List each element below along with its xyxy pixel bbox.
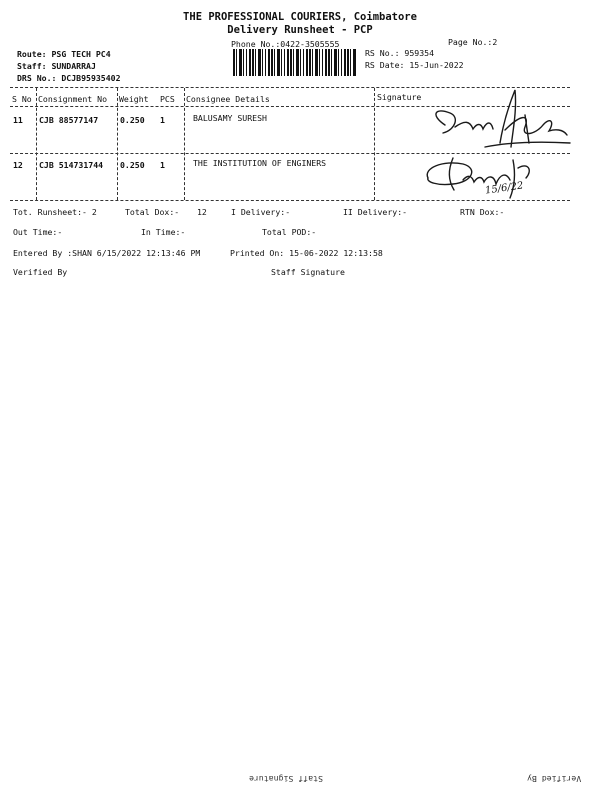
printed-on: Printed On: 15-06-2022 12:13:58 bbox=[230, 248, 383, 258]
rs-date: RS Date: 15-Jun-2022 bbox=[365, 60, 464, 70]
column-header-sno: S No bbox=[12, 94, 32, 104]
barcode-image bbox=[233, 49, 357, 76]
table-row-consignee: THE INSTITUTION OF ENGINERS bbox=[193, 158, 327, 168]
total-dox-value: 12 bbox=[197, 207, 207, 217]
column-divider bbox=[374, 88, 375, 200]
handwritten-date: 15/6/22 bbox=[484, 180, 525, 197]
first-delivery: I Delivery:- bbox=[231, 207, 291, 217]
bleed-through-verified-by: Verified By bbox=[527, 774, 582, 784]
return-dox: RTN Dox:- bbox=[460, 207, 505, 217]
verified-by-label: Verified By bbox=[13, 267, 68, 277]
total-pod: Total POD:- bbox=[262, 227, 317, 237]
column-header-consignee: Consignee Details bbox=[186, 94, 270, 104]
table-row-sno: 12 bbox=[13, 160, 23, 170]
page-number: Page No.:2 bbox=[448, 37, 498, 47]
table-row-pcs: 1 bbox=[160, 115, 165, 125]
column-header-consignment: Consignment No bbox=[38, 94, 108, 104]
phone-number: Phone No.:0422-3505555 bbox=[231, 39, 340, 49]
table-row-weight: 0.250 bbox=[120, 160, 145, 170]
recipient-signature-2 bbox=[418, 150, 568, 205]
total-runsheet: Tot. Runsheet:- 2 bbox=[13, 207, 97, 217]
in-time: In Time:- bbox=[141, 227, 186, 237]
staff-label: Staff: SUNDARRAJ bbox=[17, 61, 96, 71]
out-time: Out Time:- bbox=[13, 227, 63, 237]
table-row-consignee: BALUSAMY SURESH bbox=[193, 113, 267, 123]
bleed-through-staff-signature: Staff Signature bbox=[249, 774, 323, 784]
total-dox-label: Total Dox:- bbox=[125, 207, 180, 217]
column-divider bbox=[184, 88, 185, 200]
column-divider bbox=[36, 88, 37, 200]
column-header-weight: Weight bbox=[119, 94, 149, 104]
staff-signature-label: Staff Signature bbox=[271, 267, 345, 277]
second-delivery: II Delivery:- bbox=[343, 207, 408, 217]
drs-number: DRS No.: DCJB95935402 bbox=[17, 73, 121, 83]
company-name: THE PROFESSIONAL COURIERS, Coimbatore bbox=[183, 11, 417, 23]
table-row-pcs: 1 bbox=[160, 160, 165, 170]
table-row-consignment: CJB 88577147 bbox=[39, 115, 99, 125]
table-row-weight: 0.250 bbox=[120, 115, 145, 125]
table-row-sno: 11 bbox=[13, 115, 23, 125]
rs-number: RS No.: 959354 bbox=[365, 48, 435, 58]
recipient-signature-1 bbox=[425, 85, 575, 160]
entered-by: Entered By :SHAN 6/15/2022 12:13:46 PM bbox=[13, 248, 201, 258]
column-header-pcs: PCS bbox=[160, 94, 175, 104]
table-row-consignment: CJB 514731744 bbox=[39, 160, 104, 170]
column-divider bbox=[117, 88, 118, 200]
column-header-signature: Signature bbox=[377, 92, 422, 102]
route-label: Route: PSG TECH PC4 bbox=[17, 49, 111, 59]
document-title: Delivery Runsheet - PCP bbox=[227, 24, 373, 36]
